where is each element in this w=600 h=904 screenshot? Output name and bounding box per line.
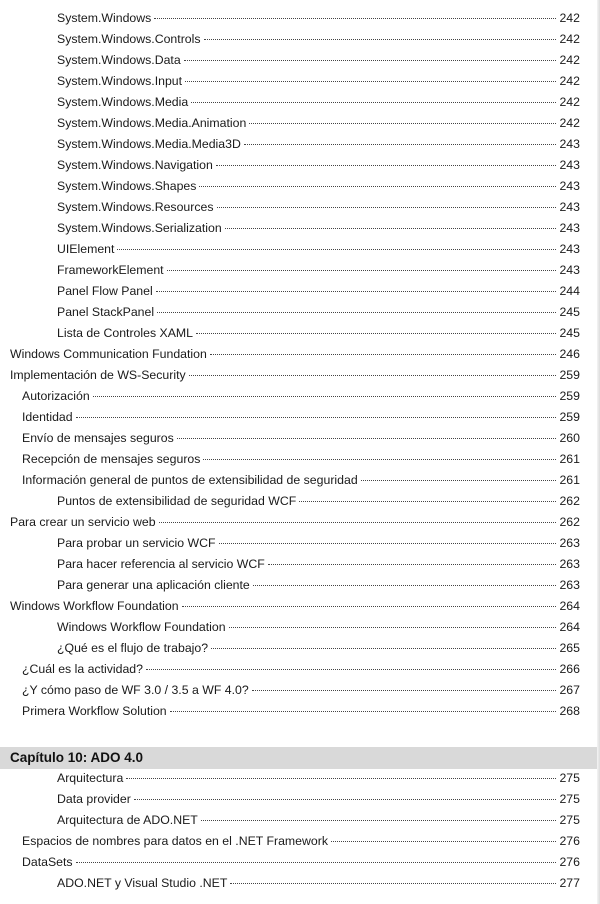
toc-entry-line [22, 407, 580, 428]
dot-leader [216, 165, 557, 166]
toc-entry-line [57, 92, 580, 113]
toc-entry [0, 71, 600, 92]
dot-leader [196, 333, 556, 334]
toc-entry [0, 197, 600, 218]
dot-leader [170, 711, 557, 712]
toc-entry-page-number: 264 [559, 599, 580, 613]
toc-entry-page-number: 275 [559, 813, 580, 827]
toc-entry [0, 155, 600, 176]
toc-entry [0, 680, 600, 701]
dot-leader [126, 778, 556, 779]
toc-entry-title: Puntos de extensibilidad de seguridad WCF [57, 494, 297, 508]
toc-entry-page-number: 242 [559, 116, 580, 130]
toc-entry-page-number: 267 [559, 683, 580, 697]
toc-entry [0, 533, 600, 554]
toc-entry-line [10, 596, 580, 617]
toc-entry [0, 659, 600, 680]
dot-leader [219, 543, 557, 544]
toc-entry-title: Identidad [22, 410, 73, 424]
toc-entry-line [10, 365, 580, 386]
toc-entry-line [22, 852, 580, 873]
toc-entry [0, 831, 600, 852]
toc-entry-page-number: 262 [559, 515, 580, 529]
dot-leader [185, 81, 556, 82]
toc-entry-page-number: 276 [559, 834, 580, 848]
dot-leader [299, 501, 556, 502]
dot-leader [268, 564, 557, 565]
toc-entry-page-number: 259 [559, 389, 580, 403]
chapter-title: Capítulo 10: ADO 4.0 [10, 750, 144, 765]
toc-entry [0, 365, 600, 386]
toc-entry-title: UIElement [57, 242, 115, 256]
toc-entry-line [57, 789, 580, 810]
dot-leader [93, 396, 557, 397]
toc-entry [0, 344, 600, 365]
toc-entry-line [57, 71, 580, 92]
toc-entry [0, 852, 600, 873]
dot-leader [331, 841, 556, 842]
toc-entry-line [57, 50, 580, 71]
toc-entry-title: Espacios de nombres para datos en el .NET Framework [22, 834, 328, 848]
toc-entry-page-number: 263 [559, 557, 580, 571]
toc-entry-line [22, 428, 580, 449]
toc-entry-title: Data provider [57, 792, 131, 806]
toc-entry-page-number: 259 [559, 368, 580, 382]
toc-entry-title: System.Windows.Controls [57, 32, 201, 46]
toc-entry-title: ¿Cuál es la actividad? [22, 662, 143, 676]
toc-entry-title: Primera Workflow Solution [22, 704, 167, 718]
toc-entry-page-number: 263 [559, 578, 580, 592]
toc-entry-title: Arquitectura [57, 771, 124, 785]
toc-entry-title: System.Windows.Media.Animation [57, 116, 247, 130]
toc-entry-title: Autorización [22, 389, 90, 403]
toc-entry-page-number: 245 [559, 326, 580, 340]
toc-entry [0, 50, 600, 71]
toc-entry-line [57, 281, 580, 302]
toc-entry-title: ¿Qué es el flujo de trabajo? [57, 641, 209, 655]
toc-entry-line [57, 8, 580, 29]
toc-entry-line [22, 470, 580, 491]
toc-entry [0, 554, 600, 575]
toc-entry-page-number: 243 [559, 158, 580, 172]
toc-entry-page-number: 244 [559, 284, 580, 298]
toc-entry-title: System.Windows.Input [57, 74, 183, 88]
toc-entry-title: Windows Workflow Foundation [10, 599, 179, 613]
dot-leader [252, 690, 557, 691]
dot-leader [210, 354, 557, 355]
dot-leader [177, 438, 557, 439]
toc-entry-line [57, 810, 580, 831]
toc-entry-line [57, 575, 580, 596]
toc-entry-line [57, 323, 580, 344]
toc-entry-line [57, 134, 580, 155]
toc-entry-line [22, 680, 580, 701]
toc-entry [0, 386, 600, 407]
toc-entry [0, 638, 600, 659]
toc-entry-title: System.Windows.Resources [57, 200, 214, 214]
toc-entry-page-number: 243 [559, 200, 580, 214]
toc-entry-line [22, 449, 580, 470]
dot-leader [204, 39, 557, 40]
toc-entry [0, 29, 600, 50]
toc-entry-title: Arquitectura de ADO.NET [57, 813, 198, 827]
toc-entry-page-number: 264 [559, 620, 580, 634]
toc-entry-line [57, 113, 580, 134]
toc-entry [0, 8, 600, 29]
dot-leader [189, 375, 557, 376]
dot-leader [203, 459, 556, 460]
toc-entry [0, 449, 600, 470]
toc-entry-title: ADO.NET y Visual Studio .NET [57, 876, 228, 890]
toc-entry-line [22, 831, 580, 852]
toc-entry [0, 617, 600, 638]
dot-leader [146, 669, 556, 670]
toc-entry-page-number: 245 [559, 305, 580, 319]
dot-leader [184, 60, 557, 61]
toc-entry-page-number: 263 [559, 536, 580, 550]
toc-entry-title: System.Windows.Navigation [57, 158, 213, 172]
toc-entry-line [57, 155, 580, 176]
toc-entry [0, 260, 600, 281]
dot-leader [76, 417, 557, 418]
toc-entry-line [57, 554, 580, 575]
toc-entry-page-number: 266 [559, 662, 580, 676]
toc-entry [0, 789, 600, 810]
toc-entry [0, 218, 600, 239]
toc-entry-page-number: 243 [559, 179, 580, 193]
dot-leader [154, 18, 556, 19]
toc-entry-page-number: 260 [559, 431, 580, 445]
toc-entry-title: System.Windows.Shapes [57, 179, 197, 193]
toc-entry-line [22, 659, 580, 680]
toc-entry-line [57, 873, 580, 894]
dot-leader [167, 270, 557, 271]
toc-entry [0, 428, 600, 449]
dot-leader [76, 862, 557, 863]
toc-entry-line [10, 344, 580, 365]
dot-leader [157, 312, 556, 313]
dot-leader [217, 207, 557, 208]
toc-entry-page-number: 275 [559, 792, 580, 806]
toc-entry-title: DataSets [22, 855, 73, 869]
toc-entry-title: System.Windows.Media.Media3D [57, 137, 241, 151]
table-of-contents-part-2 [0, 768, 600, 894]
toc-entry-page-number: 265 [559, 641, 580, 655]
toc-entry [0, 768, 600, 789]
toc-entry-line [57, 239, 580, 260]
toc-entry-page-number: 242 [559, 32, 580, 46]
toc-entry-line [10, 512, 580, 533]
toc-entry [0, 239, 600, 260]
dot-leader [134, 799, 557, 800]
dot-leader [117, 249, 556, 250]
toc-entry-page-number: 242 [559, 95, 580, 109]
toc-entry-line [57, 260, 580, 281]
toc-entry-title: ¿Y cómo paso de WF 3.0 / 3.5 a WF 4.0? [22, 683, 249, 697]
toc-entry [0, 281, 600, 302]
toc-entry-title: Para probar un servicio WCF [57, 536, 216, 550]
toc-entry [0, 407, 600, 428]
toc-entry-title: Windows Workflow Foundation [57, 620, 226, 634]
toc-entry-title: Para hacer referencia al servicio WCF [57, 557, 265, 571]
dot-leader [211, 648, 556, 649]
toc-entry-page-number: 242 [559, 74, 580, 88]
toc-entry [0, 491, 600, 512]
table-of-contents-part-1 [0, 8, 600, 722]
toc-entry-page-number: 268 [559, 704, 580, 718]
dot-leader [249, 123, 556, 124]
toc-entry [0, 92, 600, 113]
toc-entry-line [57, 302, 580, 323]
dot-leader [253, 585, 557, 586]
toc-entry [0, 575, 600, 596]
toc-entry [0, 512, 600, 533]
dot-leader [156, 291, 557, 292]
toc-entry-page-number: 242 [559, 53, 580, 67]
toc-entry-title: FrameworkElement [57, 263, 164, 277]
chapter-header-bar [0, 747, 600, 769]
toc-entry-title: Implementación de WS-Security [10, 368, 186, 382]
toc-entry-title: Lista de Controles XAML [57, 326, 194, 340]
dot-leader [159, 522, 557, 523]
toc-entry-title: System.Windows.Serialization [57, 221, 222, 235]
toc-entry [0, 596, 600, 617]
toc-entry-page-number: 275 [559, 771, 580, 785]
toc-entry-line [22, 386, 580, 407]
toc-entry-page-number: 246 [559, 347, 580, 361]
toc-entry-line [57, 218, 580, 239]
toc-entry [0, 810, 600, 831]
toc-entry [0, 470, 600, 491]
toc-entry [0, 134, 600, 155]
toc-entry-page-number: 277 [559, 876, 580, 890]
toc-entry-title: System.Windows.Data [57, 53, 181, 67]
toc-entry [0, 873, 600, 894]
toc-entry-page-number: 243 [559, 221, 580, 235]
dot-leader [244, 144, 557, 145]
toc-entry-line [57, 533, 580, 554]
toc-entry-line [57, 617, 580, 638]
toc-entry-page-number: 242 [559, 11, 580, 25]
toc-entry-line [57, 176, 580, 197]
toc-entry-title: System.Windows [57, 11, 152, 25]
dot-leader [182, 606, 557, 607]
toc-entry-page-number: 261 [559, 473, 580, 487]
toc-entry-page-number: 276 [559, 855, 580, 869]
dot-leader [225, 228, 557, 229]
toc-entry-line [57, 491, 580, 512]
toc-entry-line [57, 197, 580, 218]
toc-entry-title: System.Windows.Media [57, 95, 189, 109]
dot-leader [229, 627, 557, 628]
toc-entry [0, 701, 600, 722]
toc-entry-line [57, 638, 580, 659]
toc-entry-title: Panel StackPanel [57, 305, 155, 319]
toc-entry-title: Windows Communication Fundation [10, 347, 207, 361]
dot-leader [230, 883, 556, 884]
dot-leader [191, 102, 556, 103]
dot-leader [361, 480, 557, 481]
toc-entry-title: Envío de mensajes seguros [22, 431, 174, 445]
toc-entry [0, 302, 600, 323]
toc-entry-page-number: 259 [559, 410, 580, 424]
toc-entry-page-number: 243 [559, 242, 580, 256]
toc-entry [0, 323, 600, 344]
dot-leader [201, 820, 557, 821]
toc-entry-page-number: 243 [559, 263, 580, 277]
toc-entry [0, 113, 600, 134]
toc-entry-page-number: 261 [559, 452, 580, 466]
toc-entry-title: Para generar una aplicación cliente [57, 578, 250, 592]
toc-entry-title: Para crear un servicio web [10, 515, 156, 529]
toc-entry-page-number: 243 [559, 137, 580, 151]
toc-entry-line [57, 768, 580, 789]
toc-entry-page-number: 262 [559, 494, 580, 508]
toc-entry [0, 176, 600, 197]
toc-entry-line [22, 701, 580, 722]
dot-leader [199, 186, 556, 187]
toc-entry-title: Recepción de mensajes seguros [22, 452, 201, 466]
toc-entry-title: Panel Flow Panel [57, 284, 153, 298]
toc-entry-title: Información general de puntos de extensibilidad de seguridad [22, 473, 358, 487]
toc-entry-line [57, 29, 580, 50]
